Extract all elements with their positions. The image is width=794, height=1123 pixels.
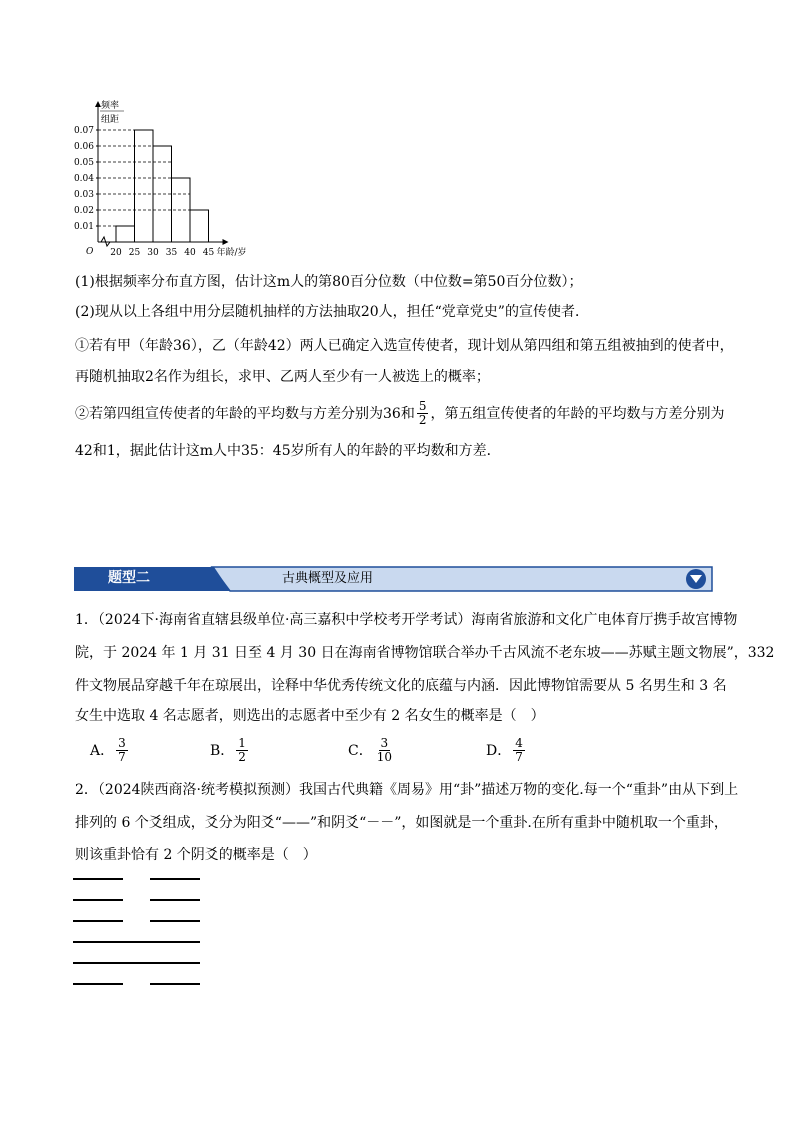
- question-part2-2-line2: 42和1，据此估计这m人中35：45岁所有人的年龄的平均数和方差．: [75, 443, 501, 459]
- x-tick-label: 40: [184, 248, 196, 258]
- option-d-num: 4: [515, 736, 523, 750]
- yin-line-segment: [150, 878, 200, 880]
- histogram-svg: [68, 96, 268, 264]
- option-b-den: 2: [238, 750, 246, 764]
- y-tick-label: 0.02: [73, 206, 94, 216]
- yang-line: [73, 962, 200, 964]
- option-d-label: D．: [486, 742, 512, 759]
- option-a-num: 3: [118, 736, 126, 750]
- question-part2-2-line1: [75, 400, 724, 427]
- section-banner: [72, 564, 718, 594]
- yin-line-segment: [73, 899, 123, 901]
- option-b-num: 1: [238, 736, 246, 750]
- fraction-five-halves: [417, 400, 429, 427]
- question-part2-1-line2: 再随机抽取2名作为组长，求甲、乙两人至少有一人被选上的概率；: [75, 369, 490, 385]
- option-a[interactable]: [90, 737, 130, 764]
- y-tick-label: 0.06: [73, 142, 94, 152]
- q2-2-text-a: ②若第四组宣传使者的年龄的平均数与方差分别为36和: [75, 405, 415, 422]
- option-d[interactable]: [486, 737, 527, 764]
- problem1-line4: 女生中选取 4 名志愿者，则选出的志愿者中至少有 2 名女生的概率是（ ）: [75, 708, 545, 724]
- y-tick-label: 0.04: [73, 174, 94, 184]
- yin-line-segment: [73, 920, 123, 922]
- option-d-den: 7: [515, 750, 523, 764]
- q2-2-text-b: ，第五组宣传使者的年龄的平均数与方差分别为: [430, 405, 725, 422]
- option-c-fraction: [375, 737, 394, 764]
- x-tick-label: 35: [165, 248, 178, 258]
- problem2-line3: 则该重卦恰有 2 个阴爻的概率是（ ）: [75, 847, 317, 863]
- frequency-histogram: [68, 96, 268, 264]
- problem1-line1: 1．（2024下·海南省直辖县级单位·高三嘉积中学校考开学考试）海南省旅游和文化广电体育厅携手故宫博物: [75, 612, 738, 628]
- x-axis-label: 年龄/岁: [216, 248, 247, 258]
- y-tick-label: 0.03: [73, 190, 94, 200]
- option-c-num: 3: [380, 736, 389, 750]
- fraction-denominator: 2: [418, 413, 427, 427]
- option-d-fraction: [513, 737, 525, 764]
- problem2-line1: 2．（2024陕西商洛·统考模拟预测）我国古代典籍《周易》用“卦”描述万物的变化.每一个“重卦”由从下到上: [75, 782, 739, 798]
- option-b-label: B．: [210, 742, 235, 759]
- option-c[interactable]: [348, 737, 396, 764]
- y-tick-label: 0.05: [73, 158, 94, 168]
- yin-line-segment: [150, 920, 200, 922]
- y-tick-label: 0.07: [73, 126, 94, 136]
- option-a-fraction: [116, 737, 128, 764]
- option-c-label: C．: [348, 742, 373, 759]
- hexagram-figure: [73, 870, 203, 990]
- histogram-bar: [135, 130, 154, 242]
- fraction-numerator: 5: [418, 399, 427, 413]
- y-axis-label-bottom: 组距: [101, 115, 120, 125]
- yin-line-segment: [150, 983, 200, 985]
- x-tick-label: 30: [147, 248, 159, 258]
- question-part2: (2)现从以上各组中用分层随机抽样的方法抽取20人，担任“党章党史”的宣传使者．: [75, 304, 589, 320]
- section-title: 古典概型及应用: [282, 571, 374, 586]
- section-tag: 题型二: [108, 570, 150, 586]
- problem2-line2: 排列的 6 个爻组成，爻分为阳爻“——”和阴爻“－－”，如图就是一个重卦.在所有重卦中随机取一个重卦，: [75, 815, 728, 831]
- yin-line-segment: [73, 878, 123, 880]
- option-a-label: A．: [90, 742, 115, 759]
- option-c-den: 10: [376, 750, 392, 764]
- x-tick-label: 20: [110, 248, 122, 258]
- option-b[interactable]: [210, 737, 250, 764]
- histogram-bar: [116, 226, 135, 242]
- question-part1: (1)根据频率分布直方图，估计这m人的第80百分位数（中位数=第50百分位数）；: [75, 274, 583, 290]
- y-tick-label: 0.01: [73, 222, 94, 232]
- yin-line-segment: [73, 983, 123, 985]
- y-axis-label-top: 频率: [101, 101, 120, 111]
- option-b-fraction: [236, 737, 248, 764]
- problem1-line2: 院，于 2024 年 1 月 31 日至 4 月 30 日在海南省博物馆联合举办千古风流不老东坡——苏赋主题文物展”，332: [75, 645, 775, 661]
- x-axis-arrow: [223, 239, 229, 245]
- option-a-den: 7: [118, 750, 126, 764]
- yin-line-segment: [150, 899, 200, 901]
- yang-line: [73, 941, 200, 943]
- x-tick-label: 25: [128, 248, 141, 258]
- x-tick-label: 45: [202, 248, 215, 258]
- banner-tag-bg: [74, 567, 230, 591]
- histogram-bar: [190, 210, 209, 242]
- problem1-line3: 件文物展品穿越千年在琼展出，诠释中华优秀传统文化的底蕴与内涵．因此博物馆需要从 5 名男生和 3 名: [75, 678, 727, 694]
- origin-label: O: [86, 247, 94, 257]
- question-part2-1-line1: ①若有甲（年龄36），乙（年龄42）两人已确定入选宣传使者，现计划从第四组和第五组被抽到的使者中，: [75, 338, 734, 354]
